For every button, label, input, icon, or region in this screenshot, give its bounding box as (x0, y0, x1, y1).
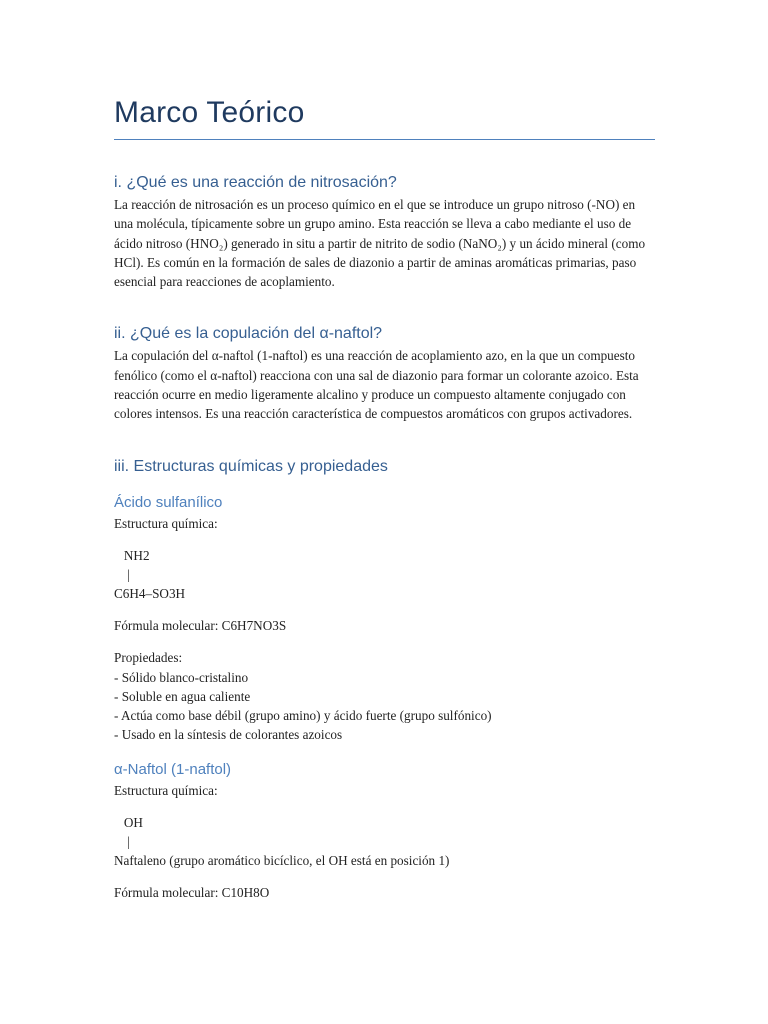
structure-line: C6H4–SO3H (114, 585, 186, 601)
structure-line: | (114, 834, 130, 850)
molecular-formula: Fórmula molecular: C10H8O (114, 885, 270, 901)
structure-line: Naftaleno (grupo aromático bicíclico, el OH está en posición 1) (114, 853, 450, 869)
page-title: Marco Teórico (114, 96, 305, 129)
list-item: - Soluble en agua caliente (114, 688, 251, 704)
section-heading-nitrosacion: i. ¿Qué es una reacción de nitrosación? (114, 174, 397, 191)
structure-diagram (114, 546, 655, 603)
section-heading-estructuras: iii. Estructuras químicas y propiedades (114, 457, 388, 475)
properties-list (114, 668, 655, 745)
structure-line: | (114, 566, 130, 582)
structure-line: NH2 (114, 547, 150, 563)
section-body-copulacion: La copulación del α-naftol (1-naftol) es una reacción de acoplamiento azo, en la que un compuesto fenólico (como el α-naftol) reacciona con una sal de diazonio para formar un colorante azoico. Esta reacción ocurre en medio ligeramente alcalino y produce un compuesto altamente conjugado con colores intensos. Es una reacción característica de compuestos aromáticos con grupos activadores. (114, 348, 639, 422)
structure-label: Estructura química: (114, 782, 218, 798)
molecular-formula: Fórmula molecular: C6H7NO3S (114, 617, 287, 633)
document-body (114, 92, 655, 902)
structure-label: Estructura química: (114, 515, 218, 531)
section-body-nitrosacion: La reacción de nitrosación es un proceso químico en el que se introduce un grupo nitroso (-NO) en una molécula, típicamente sobre un grupo amino. Esta reacción se lleva a cabo mediante el uso de ácido nitroso (HNO₂) generado in situ a partir de nitrito de sodio (NaNO₂) y un ácido mineral (como HCl). Es común en la formación de sales de diazonio a partir de aminas aromáticas primarias, paso esencial para reacciones de acoplamiento. (114, 197, 646, 290)
list-item: - Actúa como base débil (grupo amino) y ácido fuerte (grupo sulfónico) (114, 708, 492, 724)
structure-diagram (114, 813, 655, 870)
section-heading-copulacion: ii. ¿Qué es la copulación del α-naftol? (114, 325, 383, 343)
compound-name-sulfanilico: Ácido sulfanílico (114, 493, 223, 511)
properties-label: Propiedades: (114, 650, 183, 666)
structure-line: OH (114, 815, 143, 831)
compound-name-naftol: α-Naftol (1-naftol) (114, 760, 232, 778)
list-item: - Usado en la síntesis de colorantes azoicos (114, 727, 343, 743)
list-item: - Sólido blanco-cristalino (114, 669, 249, 685)
title-underline (114, 139, 655, 140)
